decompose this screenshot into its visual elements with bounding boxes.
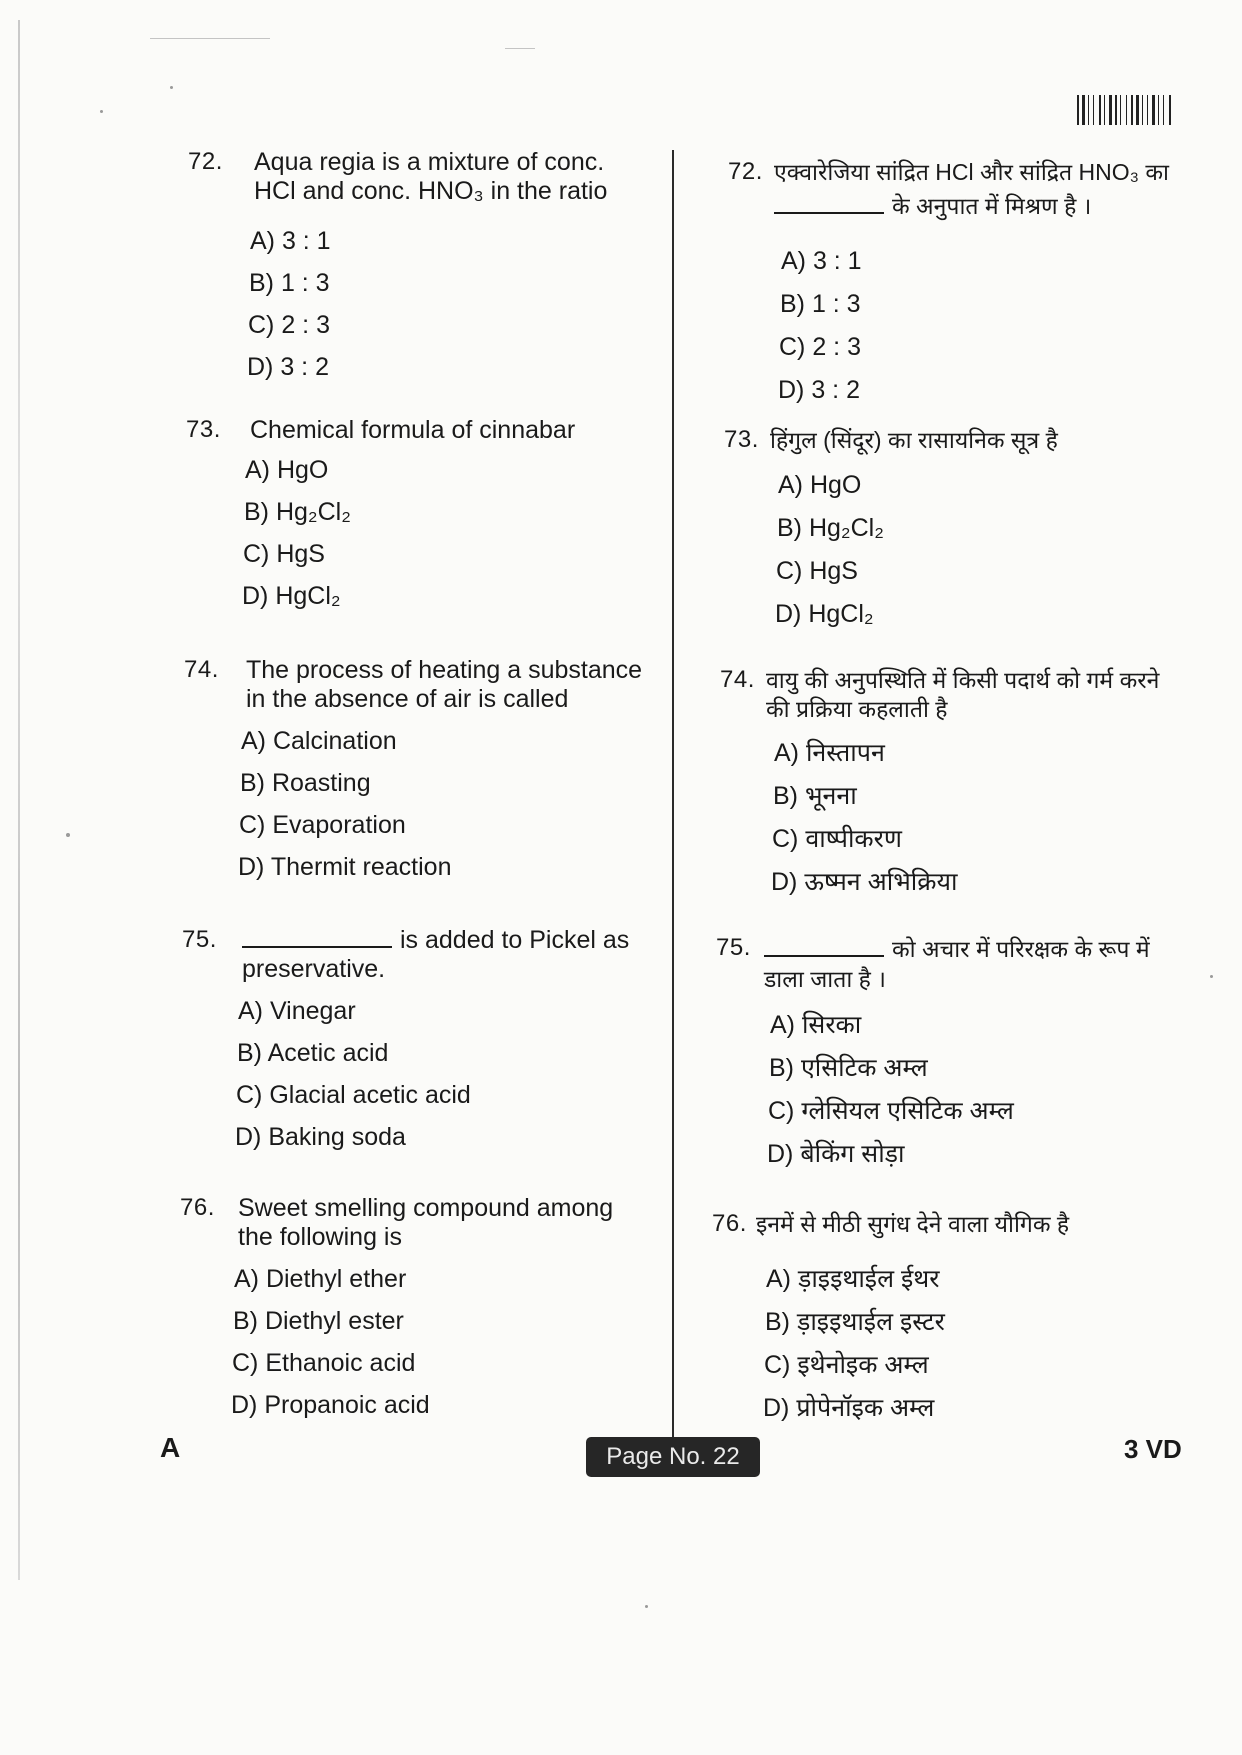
barcode-bar <box>1140 95 1141 125</box>
answer-blank <box>764 937 884 957</box>
question-number: 76. <box>180 1194 215 1221</box>
option-a: A) ड़ाइइथाईल ईथर <box>766 1265 940 1293</box>
paper-code: 3 VD <box>1124 1434 1182 1464</box>
barcode-bar <box>1090 95 1092 125</box>
option-c: C) HgS <box>243 540 325 568</box>
barcode-bar <box>1136 95 1139 125</box>
question-text: वायु की अनुपस्थिति में किसी पदार्थ को गर्म करने की प्रक्रिया कहलाती है <box>766 667 1160 722</box>
option-d: D) बेकिंग सोड़ा <box>767 1140 905 1168</box>
barcode-bar <box>1128 95 1130 125</box>
barcode-bar <box>1149 95 1151 125</box>
question-text: Chemical formula of cinnabar <box>250 416 576 444</box>
scan-speck <box>66 833 70 837</box>
scan-mark <box>150 38 270 39</box>
option-a: A) HgO <box>245 456 329 484</box>
option-d: D) Baking soda <box>235 1123 406 1151</box>
barcode-bar <box>1086 95 1087 125</box>
option-b: B) Hg₂Cl₂ <box>244 498 351 526</box>
option-a: A) HgO <box>778 471 862 499</box>
barcode-bar <box>1093 95 1094 125</box>
option-d: D) HgCl₂ <box>242 582 341 610</box>
option-c: C) Ethanoic acid <box>232 1349 416 1377</box>
option-b: B) Hg₂Cl₂ <box>777 514 884 542</box>
barcode-bar <box>1080 95 1081 125</box>
question-text: हिंगुल (सिंदूर) का रासायनिक सूत्र है <box>770 427 1058 453</box>
option-c: C) 2 : 3 <box>248 311 330 339</box>
option-b: B) 1 : 3 <box>780 290 861 318</box>
question-number: 74. <box>720 666 755 693</box>
option-c: C) Evaporation <box>239 811 406 839</box>
question-number: 72. <box>188 148 223 175</box>
column-divider <box>672 150 674 1440</box>
option-a: A) 3 : 1 <box>250 227 331 255</box>
barcode-bar <box>1099 95 1101 125</box>
question-text: is added to Pickel as preservative. <box>242 926 630 983</box>
barcode-bar <box>1160 95 1162 125</box>
option-b: B) ड़ाइइथाईल इस्टर <box>765 1308 945 1336</box>
option-c: C) 2 : 3 <box>779 333 861 361</box>
barcode-bar <box>1109 95 1112 125</box>
barcode-bar <box>1088 95 1089 125</box>
question-text: Aqua regia is a mixture of conc. HCl and conc. HNO₃ in the ratio <box>254 148 608 205</box>
barcode-bar <box>1169 95 1171 125</box>
barcode-bar <box>1122 95 1125 125</box>
barcode-bar <box>1120 95 1121 125</box>
question-number: 73. <box>724 426 759 453</box>
barcode-bar <box>1082 95 1085 125</box>
option-c: C) ग्लेसियल एसिटिक अम्ल <box>768 1097 1014 1125</box>
question-text: एक्वारेजिया सांद्रित HCl और सांद्रित HNO₃ का <box>774 159 1169 185</box>
scan-edge-line <box>18 20 20 1580</box>
question-number: 74. <box>184 656 219 683</box>
barcode-bar <box>1144 95 1146 125</box>
question-number: 75. <box>182 926 217 953</box>
barcode-bar <box>1134 95 1135 125</box>
option-d: D) प्रोपेनॉइक अम्ल <box>763 1394 935 1422</box>
option-c: C) Glacial acetic acid <box>236 1081 471 1109</box>
option-a: A) Diethyl ether <box>234 1265 407 1293</box>
option-b: B) 1 : 3 <box>249 269 330 297</box>
option-b: B) Acetic acid <box>237 1039 389 1067</box>
option-d: D) Thermit reaction <box>238 853 452 881</box>
barcode-bar <box>1165 95 1168 125</box>
question-text: को अचार में परिरक्षक के रूप में डाला जाता है । <box>764 936 1150 992</box>
option-c: C) वाष्पीकरण <box>772 825 902 853</box>
barcode-bar <box>1131 95 1133 125</box>
scan-speck <box>100 110 103 113</box>
option-c: C) इथेनोइक अम्ल <box>764 1351 929 1379</box>
barcode-icon <box>1077 95 1197 125</box>
scan-speck <box>645 1605 648 1608</box>
question-number: 76. <box>712 1210 747 1237</box>
option-b: B) भूनना <box>773 782 857 810</box>
option-b: B) Roasting <box>240 769 371 797</box>
answer-blank <box>774 194 884 214</box>
barcode-bar <box>1156 95 1157 125</box>
barcode-bar <box>1095 95 1098 125</box>
option-d: D) 3 : 2 <box>778 376 860 404</box>
barcode-bar <box>1113 95 1114 125</box>
barcode-bar <box>1118 95 1119 125</box>
option-a: A) Calcination <box>241 727 397 755</box>
answer-blank <box>242 928 392 948</box>
barcode-bar <box>1172 95 1173 125</box>
barcode-bar <box>1142 95 1143 125</box>
option-a: A) निस्तापन <box>774 739 885 767</box>
option-a: A) Vinegar <box>238 997 356 1025</box>
scan-mark <box>505 48 535 49</box>
option-a: A) 3 : 1 <box>781 247 862 275</box>
page-number-badge: Page No. 22 <box>586 1437 760 1477</box>
question-text-line-2: के अनुपात में मिश्रण है । <box>774 192 1188 221</box>
option-b: B) एसिटिक अम्ल <box>769 1054 928 1082</box>
barcode-bar <box>1147 95 1148 125</box>
barcode-bar <box>1163 95 1164 125</box>
booklet-series: A <box>160 1432 181 1463</box>
barcode-bar <box>1104 95 1105 125</box>
barcode-bar <box>1126 95 1127 125</box>
question-text: Sweet smelling compound among the following is <box>238 1194 614 1251</box>
barcode-bar <box>1115 95 1117 125</box>
barcode-bar <box>1158 95 1159 125</box>
option-d: D) HgCl₂ <box>775 600 874 628</box>
barcode-bar <box>1077 95 1079 125</box>
option-d: D) Propanoic acid <box>231 1391 430 1419</box>
barcode-bar <box>1102 95 1103 125</box>
scan-speck <box>170 86 173 89</box>
option-a: A) सिरका <box>770 1011 862 1039</box>
option-d: D) 3 : 2 <box>247 353 329 381</box>
question-text: The process of heating a substance in the absence of air is called <box>246 656 643 713</box>
option-c: C) HgS <box>776 557 858 585</box>
barcode-bar <box>1152 95 1155 125</box>
barcode-bar <box>1106 95 1108 125</box>
question-number: 75. <box>716 934 751 961</box>
option-d: D) ऊष्मन अभिक्रिया <box>771 868 958 896</box>
scan-speck <box>1210 975 1213 978</box>
question-number: 73. <box>186 416 221 443</box>
option-b: B) Diethyl ester <box>233 1307 404 1335</box>
question-text: इनमें से मीठी सुगंध देने वाला यौगिक है <box>756 1211 1070 1237</box>
question-number: 72. <box>728 158 763 185</box>
